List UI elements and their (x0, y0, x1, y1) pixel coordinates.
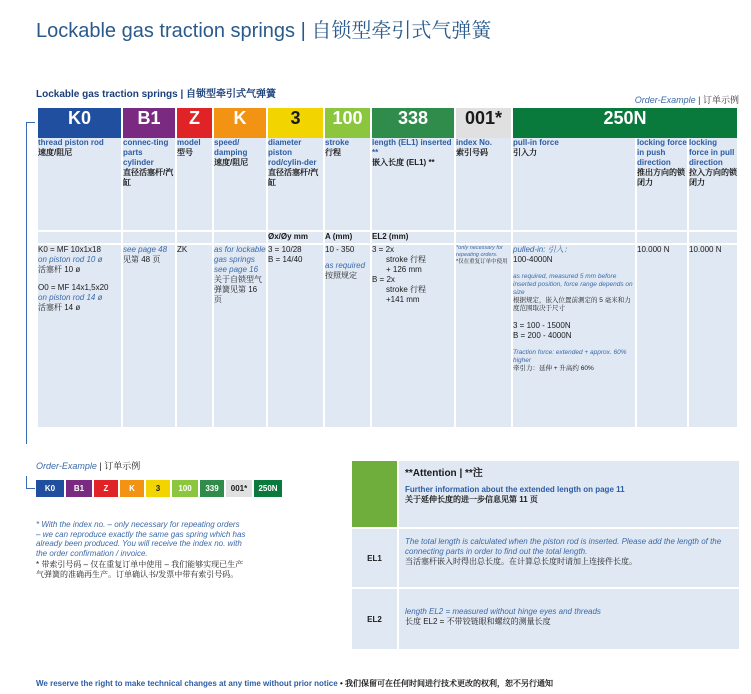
header-code-cell: B1 (123, 108, 175, 138)
unit-cell (689, 230, 737, 243)
column-description: length (EL1) inserted ** 嵌入长度 (EL1) ** (372, 138, 454, 230)
el2-en: length EL2 = measured without hinge eyes and threads (405, 607, 601, 616)
header-code-cell: 338 (372, 108, 454, 138)
column-description: stroke 行程 (325, 138, 370, 230)
disclaimer-zh: • 我们保留可在任何时间进行技术更改的权利，恕不另行通知 (337, 679, 553, 688)
el1-label: EL1 (352, 529, 397, 587)
unit-cell (513, 230, 635, 243)
header-code-cell: 100 (325, 108, 370, 138)
unit-cell (177, 230, 212, 243)
unit-cell (123, 230, 175, 243)
order-example-en: Order-Example (634, 95, 696, 105)
strip-code: B1 (66, 480, 92, 497)
spec-table (36, 108, 739, 427)
strip-code: 3 (146, 480, 170, 497)
bracket-line (26, 122, 27, 444)
strip-code: 001* (226, 480, 252, 497)
strip-code: Z (94, 480, 118, 497)
index-footnote: * With the index no. – only necessary for repeating orders – we can reproduce exactly the same gas spring which has already been produced. You will receive the index no. with the order confirmation / invoice. * 带索引号码 – 仅在重复订单中使用 – 我们能够实现已生产气弹簧的准确再生产。订单确认书/发票中带有索引号码。 (36, 520, 246, 579)
attention-title: **Attention | **注 (405, 468, 483, 479)
value-cell-connecting: see page 48 见第 48 页 (123, 243, 175, 427)
attention-box (352, 461, 739, 651)
order-example-zh: | 订单示例 (99, 461, 141, 471)
el2-label: EL2 (352, 589, 397, 649)
value-cell-pull-in: pulled-in: 引入： 100-4000N as required, measured 5 mm before inserted position, force range depends on size 根据规定，嵌入位置前测定的 5 毫米和力度范围取决于尺寸 3 = 100 - 1500N B = 200 - 4000N Traction force: extended + approx. 60% higher 牵引力：延伸 + 升高约 60% (513, 243, 635, 427)
el1-en: The total length is calculated when the piston rod is inserted. Please add the length of the connecting parts in order to find out the total length. (405, 537, 722, 556)
values-row (38, 243, 737, 427)
header-code-cell: 001* (456, 108, 511, 138)
value-cell-model: ZK (177, 243, 212, 427)
unit-row (38, 230, 737, 243)
header-code-cell: 3 (268, 108, 323, 138)
bracket-line (26, 488, 35, 489)
section-subtitle: Lockable gas traction springs | 自锁型牵引式气弹簧 (36, 89, 277, 100)
disclaimer-en: We reserve the right to make technical changes at any time without prior notice (36, 679, 338, 688)
value-cell-index: *only necessary for repeating orders. *仅在重复订单中使用 (456, 243, 511, 427)
value-cell-diameter: 3 = 10/28 B = 14/40 (268, 243, 323, 427)
order-example-strip (36, 480, 282, 497)
unit-cell (38, 230, 121, 243)
unit-cell (214, 230, 266, 243)
bracket-line (26, 476, 27, 488)
column-description: speed/ damping 速度/阻尼 (214, 138, 266, 230)
el2-zh: 长度 EL2 = 不带铰链眼和螺纹的测量长度 (405, 617, 551, 626)
el1-zh: 当活塞杆嵌入时得出总长度。在计算总长度时请加上连接件长度。 (405, 557, 637, 566)
order-example-label-bottom (36, 459, 140, 472)
column-description: locking force in push direction 推出方向的锁闭力 (637, 138, 687, 230)
column-description: model 型号 (177, 138, 212, 230)
header-code-cell: K0 (38, 108, 121, 138)
order-example-en: Order-Example (36, 461, 97, 471)
strip-code: 100 (172, 480, 198, 497)
strip-code: K (120, 480, 144, 497)
attention-marker (352, 461, 397, 527)
header-code-cell: Z (177, 108, 212, 138)
value-cell-thread: K0 = MF 10x1x18 on piston rod 10 ø 活塞杆 10 ø O0 = MF 14x1,5x20 on piston rod 14 ø 活塞杆 14 ø (38, 243, 121, 427)
order-example-zh: | 订单示例 (698, 95, 739, 105)
value-cell-pull-lock: 10.000 N (689, 243, 737, 427)
column-description: thread piston rod 速度/阻尼 (38, 138, 121, 230)
unit-cell: EL2 (mm) (372, 230, 454, 243)
value-cell-length: 3 = 2x stroke 行程 + 126 mm B = 2x stroke 行程 +141 mm (372, 243, 454, 427)
page-title: Lockable gas traction springs | 自锁型牵引式气弹簧 (36, 20, 492, 42)
column-description: locking force in pull direction 拉入方向的锁闭力 (689, 138, 737, 230)
unit-cell: Øx/Øy mm (268, 230, 323, 243)
attention-en: Further information about the extended length on page 11 (405, 485, 625, 494)
value-cell-speed: as for lockable gas springs see page 16 关于自锁型气弹簧见第 16 页 (214, 243, 266, 427)
strip-code: K0 (36, 480, 64, 497)
unit-cell: A (mm) (325, 230, 370, 243)
strip-code: 339 (200, 480, 224, 497)
value-cell-push-lock: 10.000 N (637, 243, 687, 427)
header-row (38, 108, 737, 138)
header-code-cell: K (214, 108, 266, 138)
column-description: pull-in force 引入力 (513, 138, 635, 230)
column-description: connec-ting parts cylinder 直径活塞杆/汽缸 (123, 138, 175, 230)
column-description: diameter piston rod/cylin-der 直径活塞杆/汽缸 (268, 138, 323, 230)
order-example-label-top (635, 93, 739, 106)
bracket-line (26, 122, 35, 123)
unit-cell (637, 230, 687, 243)
disclaimer (36, 678, 553, 689)
strip-code: 250N (254, 480, 282, 497)
header-code-cell: 250N (513, 108, 737, 138)
unit-cell (456, 230, 511, 243)
attention-zh: 关于延伸长度的进一步信息见第 11 页 (405, 495, 538, 504)
value-cell-stroke: 10 - 350 as required 按照规定 (325, 243, 370, 427)
column-description: index No. 索引号码 (456, 138, 511, 230)
description-row (38, 138, 737, 230)
